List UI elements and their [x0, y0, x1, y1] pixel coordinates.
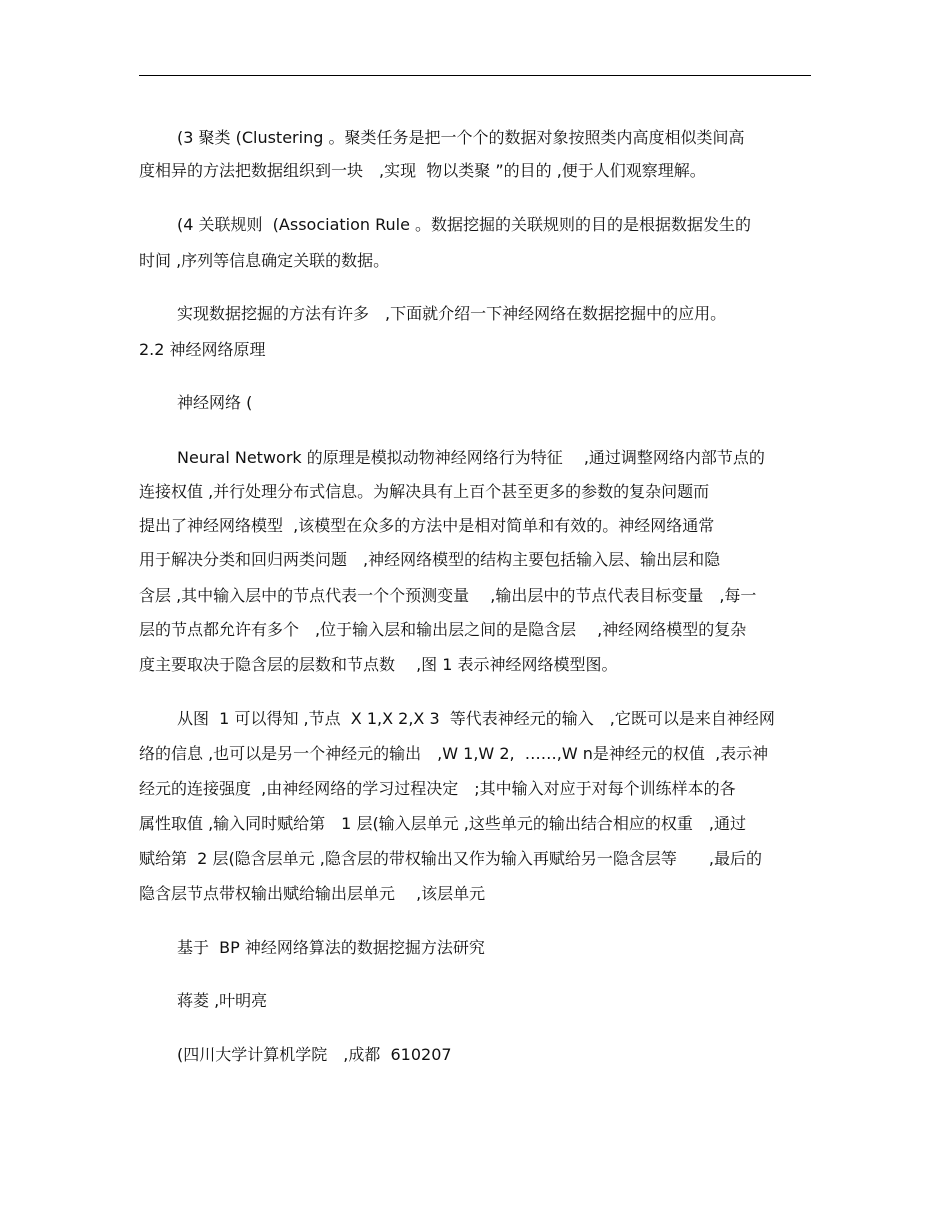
neural-network-short-line: 神经网络 (	[177, 393, 253, 412]
figure-paragraph-line-1: 从图 1 可以得知 ,节点 X 1,X 2,X 3 等代表神经元的输入 ,它既可以是来自神经网	[177, 709, 775, 728]
neural-paragraph-line-4: 用于解决分类和回归两类问题 ,神经网络模型的结构主要包括输入层、输出层和隐	[139, 550, 721, 569]
methods-intro-line: 实现数据挖掘的方法有许多 ,下面就介绍一下神经网络在数据挖掘中的应用。	[177, 304, 727, 323]
association-line-2: 时间 ,序列等信息确定关联的数据。	[139, 251, 390, 270]
neural-paragraph-line-7: 度主要取决于隐含层的层数和节点数 ,图 1 表示神经网络模型图。	[139, 655, 618, 674]
neural-paragraph-line-6: 层的节点都允许有多个 ,位于输入层和输出层之间的是隐含层 ,神经网络模型的复杂	[139, 620, 747, 639]
association-line-1: (4 关联规则 (Association Rule 。数据挖掘的关联规则的目的是根据数据发生的	[177, 215, 752, 234]
clustering-line-1: (3 聚类 (Clustering 。聚类任务是把一个个的数据对象按照类内高度相似类间高	[177, 128, 745, 147]
authors: 蒋菱 ,叶明亮	[177, 991, 268, 1010]
figure-paragraph-line-4: 属性取值 ,输入同时赋给第 1 层(输入层单元 ,这些单元的输出结合相应的权重 ,通过	[139, 814, 746, 833]
neural-paragraph-line-5: 含层 ,其中输入层中的节点代表一个个预测变量 ,输出层中的节点代表目标变量 ,每一	[139, 586, 757, 605]
neural-paragraph-line-3: 提出了神经网络模型 ,该模型在众多的方法中是相对简单和有效的。神经网络通常	[139, 516, 715, 535]
neural-paragraph-line-2: 连接权值 ,并行处理分布式信息。为解决具有上百个甚至更多的参数的复杂问题而	[139, 482, 710, 501]
figure-paragraph-line-3: 经元的连接强度 ,由神经网络的学习过程决定 ;其中输入对应于对每个训练样本的各	[139, 779, 736, 798]
neural-paragraph-line-1: Neural Network 的原理是模拟动物神经网络行为特征 ,通过调整网络内部节点的	[177, 448, 765, 467]
paper-title: 基于 BP 神经网络算法的数据挖掘方法研究	[177, 938, 485, 957]
header-rule	[139, 75, 811, 76]
affiliation: (四川大学计算机学院 ,成都 610207	[177, 1045, 452, 1064]
figure-paragraph-line-6: 隐含层节点带权输出赋给输出层单元 ,该层单元	[139, 884, 486, 903]
clustering-line-2: 度相异的方法把数据组织到一块 ,实现 物以类聚 ”的目的 ,便于人们观察理解。	[139, 161, 706, 180]
figure-paragraph-line-5: 赋给第 2 层(隐含层单元 ,隐含层的带权输出又作为输入再赋给另一隐含层等 ,最后的	[139, 849, 762, 868]
section-heading: 2.2 神经网络原理	[139, 340, 266, 359]
figure-paragraph-line-2: 络的信息 ,也可以是另一个神经元的输出 ,W 1,W 2, ……,W n是神经元的权值 ,表示神	[139, 744, 769, 763]
